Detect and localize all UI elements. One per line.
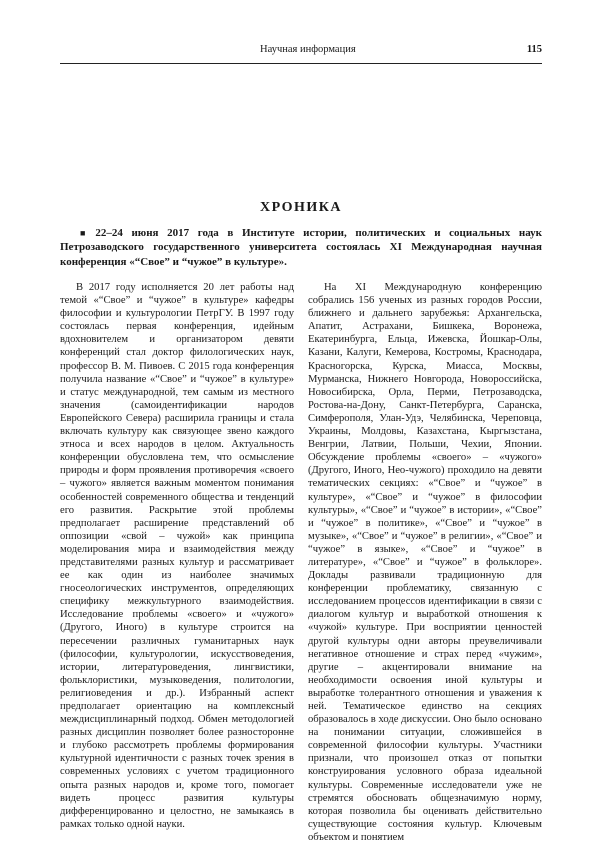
announcement-text: 22–24 июня 2017 года в Институте истории, политических и социальных наук Петрозаводского государственного университета состоялась XI Международная научная конференция «“Свое” и “чужое” в культуре». [60,227,542,268]
running-header-section: Научная информация [260,44,356,55]
page-number: 115 [526,44,542,55]
body-paragraph-right: На XI Международную конференцию собрались 156 ученых из разных городов России, ближнего и дальнего зарубежья: Архангельска, Апатит, Астрахани, Бишкека, Воронежа, Екатеринбурга, Ельца, Ижевска, Йошкар-Олы, Казани, Калуги, Кемерова, Костромы, Краснодара, Красногорска, Курска, Миасса, Москвы, Мурманска, Нижнего Новгорода, Новороссийска, Новосибирска, Орла, Перми, Петрозаводска, Ростова-на-Дону, Санкт-Петербурга, Саранска, Симферополя, Улан-Удэ, Челябинска, Череповца, Украины, Молдовы, Казахстана, Кыргызстана, Венгрии, Латвии, Польши, Чехии, Японии. Обсуждение проблемы «своего» – «чужого» (Другого, Иного, Нео-чужого) проходило на девяти тематических секциях: «“Свое” и “чужое” в культуре», «“Свое” и “чужое” в философии культуры», «“Свое” и “чужое” в истории», «“Свое” и “чужое” в политике», «“Свое” и “чужое” в музыке», «“Свое” и “чужое” в религии», «“Свое” и “чужое” в языке», «“Свое” и “чужое” в литературе», «“Свое” и “чужое” в фольклоре». Доклады развивали традиционную для конференции проблематику, связанную с исследованием процессов идентификации в связи с диалогом культур и выработкой отношения к «чужой» культуре. При восприятии ценностей другой культуры одни авторы преувеличивали негативное отношение и страх перед «чужим», другие – акцентировали внимание на необходимости освоения иной культуры и выработке толерантного отношения и уважения к ней. Тематическое единство на секциях образовалось в ходе дискуссии. Оно было основано на понимании ситуации, сложившейся в современной философии культуры. Участники признали, что произошел отказ от попытки конструирования условного образа идеальной культуры. Современные исследователи уже не стремятся обосновать общезначимую норму, которая позволила бы оценивать действительно существующие состояния культур. Ключевым объектом и понятием [308,282,542,843]
announcement [60,226,542,269]
bullet-square-icon: ■ [80,228,92,238]
running-header [60,44,542,60]
body-paragraph-left: В 2017 году исполняется 20 лет работы над темой «“Свое” и “чужое” в культуре» кафедры философии и культурологии ПетрГУ. В 1997 году состоялась первая конференция, идейным вдохновителем и организатором девяти конференций стал доктор филологических наук, профессор В. М. Пивоев. С 2015 года конференция получила название «“Свое” и “чужое” в культуре» и статус международной, тем самым из местного значения (самоидентификации народов Европейского Севера) расширила границы и стала включать культуру как связующее звено каждого этноса и всех народов в целом. Актуальность конференции обусловлена тем, что осмысление природы и форм проявления противоречия «своего – чужого» является важным моментом понимания особенностей современного общества и тенденций его развития. Раскрытие этой проблемы предполагает расширение представлений об оппозиции «свой – чужой» как принципа моделирования мира и взаимодействия между представителями разных культур и рассматривает ее как один из наиболее значимых гносеологических инструментов, определяющих специфику межкультурного взаимодействия. Исследование проблемы «своего» и «чужого» (Другого, Иного) в культуре строится на пересечении различных гуманитарных наук (философии, культурологии, искусствоведения, истории, литературоведения, лингвистики, фольклористики, музыковедения, политологии, религиоведения и др.). Избранный аспект предполагает ориентацию на комплексный междисциплинарный подход. Обмен методологией разных дисциплин позволяет более разносторонне и глубоко рассмотреть проблемы формирования культурной идентичности с разных точек зрения в современных условиях с учетом традиционного опыта разных народов и, кроме того, помогает видеть процесс развития культуры дифференцированно и целостно, не замыкаясь в рамках только одной науки. [60,282,294,830]
body-column-right [308,281,542,844]
section-title: ХРОНИКА [259,200,342,215]
header-rule [60,63,542,64]
body-column-left [60,281,294,831]
